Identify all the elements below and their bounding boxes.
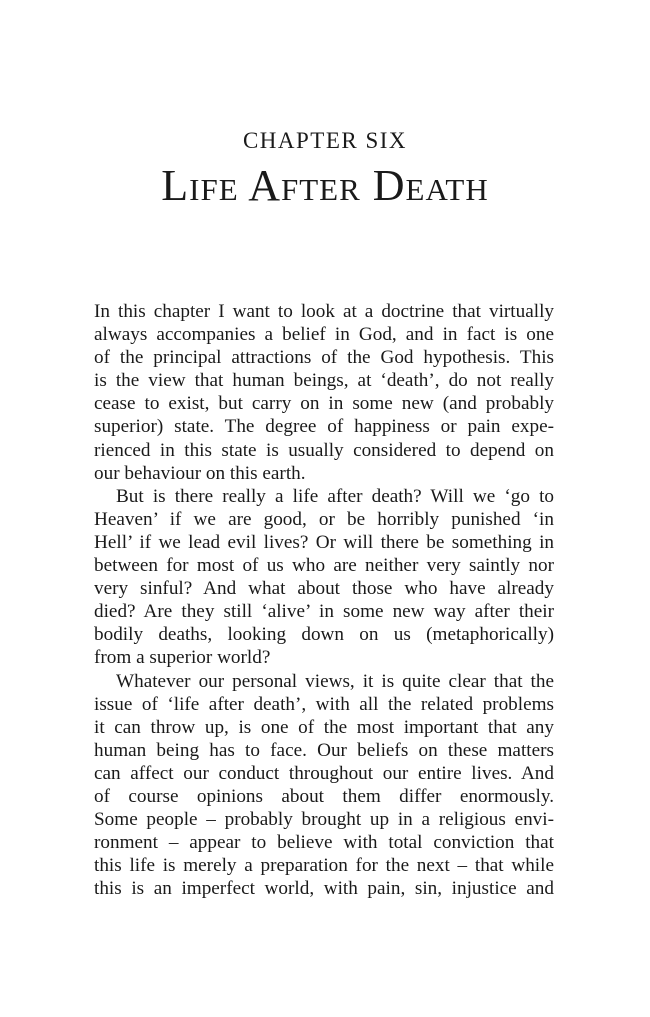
text-line: But is there really a life after death? Will we ‘go to <box>116 485 554 507</box>
text-line: very sinful? And what about those who have already <box>94 578 554 600</box>
text-line: rienced in this state is usually considered to depend on <box>94 439 554 461</box>
text-line: this life is merely a preparation for the next – that while <box>94 855 554 877</box>
text-line: cease to exist, but carry on in some new (and probably <box>94 393 554 415</box>
text-line: Whatever our personal views, it is quite clear that the <box>116 670 554 692</box>
paragraph-1 <box>94 300 554 485</box>
chapter-title: Life After Death <box>161 161 489 210</box>
text-line: superior) state. The degree of happiness or pain expe- <box>94 416 554 438</box>
text-line: can affect our conduct throughout our entire lives. And <box>94 762 554 784</box>
text-line: from a superior world? <box>94 647 271 669</box>
text-line: Heaven’ if we are good, or be horribly punished ‘in <box>94 508 554 530</box>
text-line: ronment – appear to believe with total conviction that <box>94 832 554 854</box>
chapter-label: CHAPTER SIX <box>242 128 408 153</box>
body-text <box>94 300 554 900</box>
text-line: died? Are they still ‘alive’ in some new way after their <box>94 601 554 623</box>
text-line: between for most of us who are neither very saintly nor <box>94 555 554 577</box>
text-line: it can throw up, is one of the most important that any <box>94 716 554 738</box>
text-line: bodily deaths, looking down on us (metaphorically) <box>94 624 554 646</box>
text-line: of the principal attractions of the God hypothesis. This <box>94 347 554 369</box>
paragraph-3 <box>94 670 554 901</box>
text-line: this is an imperfect world, with pain, sin, injustice and <box>94 878 554 900</box>
text-line: always accompanies a belief in God, and in fact is one <box>94 324 554 346</box>
text-line: In this chapter I want to look at a doctrine that virtually <box>94 301 554 322</box>
text-line: Some people – probably brought up in a religious envi- <box>94 809 554 831</box>
text-line: our behaviour on this earth. <box>94 462 306 484</box>
text-line: human being has to face. Our beliefs on these matters <box>94 739 554 761</box>
text-line: issue of ‘life after death’, with all the related problems <box>94 693 554 715</box>
text-line: of course opinions about them differ enormously. <box>94 785 554 807</box>
text-line: is the view that human beings, at ‘death’, do not really <box>94 370 554 392</box>
text-line: Hell’ if we lead evil lives? Or will there be something in <box>94 531 554 553</box>
paragraph-2 <box>94 485 554 670</box>
